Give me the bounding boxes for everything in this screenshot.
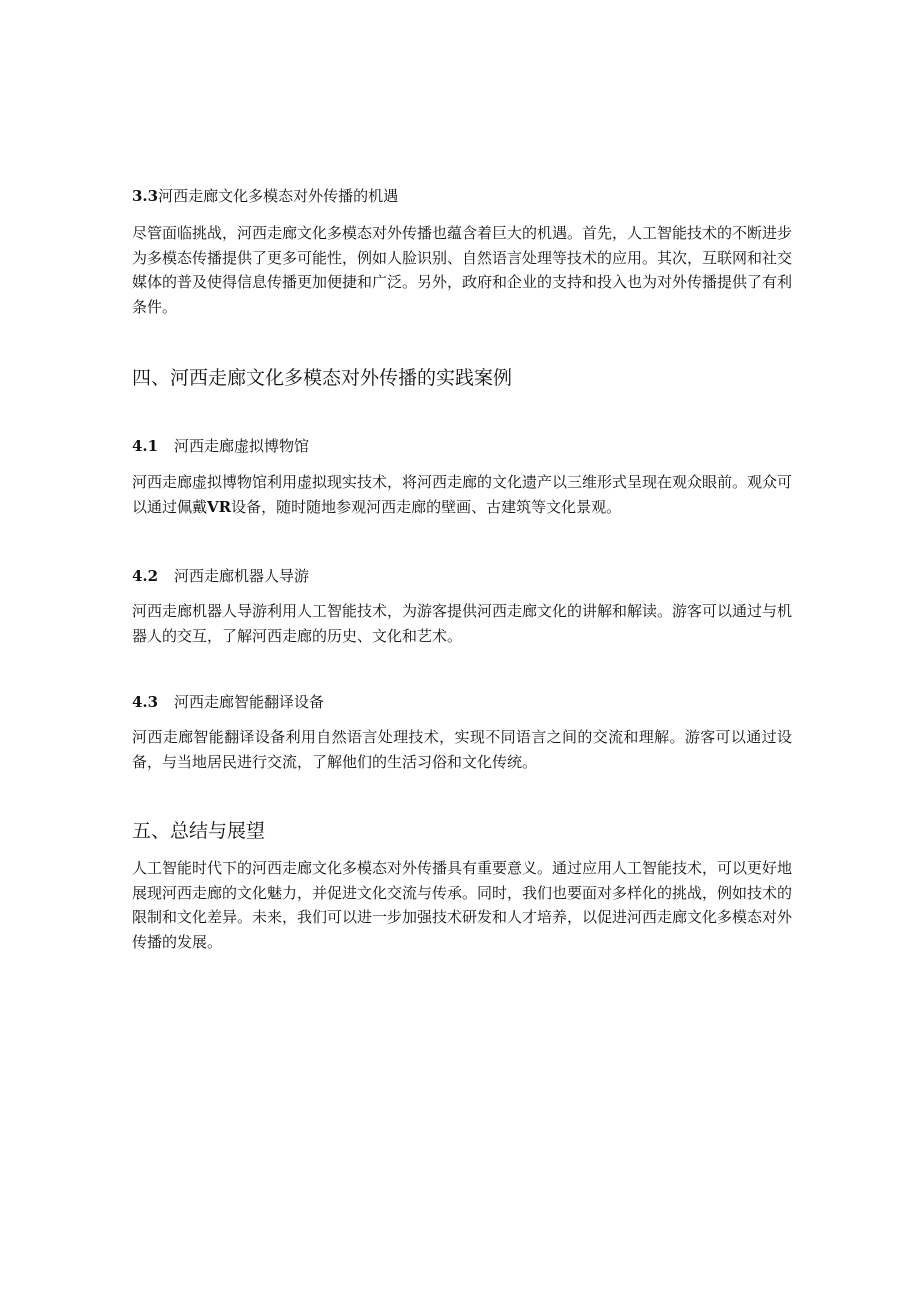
section-4-1-body (132, 470, 792, 519)
section-number: 4.2 (132, 567, 159, 585)
chapter-5-heading: 五、总结与展望 (132, 820, 266, 842)
section-4-3-heading (132, 690, 792, 714)
section-3-3-heading (132, 184, 792, 208)
section-number: 4.1 (132, 437, 159, 455)
section-3-3-body: 尽管面临挑战，河西走廊文化多模态对外传播也蕴含着巨大的机遇。首先，人工智能技术的不断进步为多模态传播提供了更多可能性，例如人脸识别、自然语言处理等技术的应用。其次，互联网和社交媒体的普及使得信息传播更加便捷和广泛。另外，政府和企业的支持和投入也为对外传播提供了有利条件。 (132, 224, 793, 316)
section-title: 河西走廊智能翻译设备 (174, 693, 325, 711)
body-text: 河西走廊虚拟博物馆利用虚拟现实技术，将河西走廊的文化遗产以三维形式呈现在观众眼前。观众可以通过佩戴 (132, 473, 793, 516)
section-4-2-body: 河西走廊机器人导游利用人工智能技术，为游客提供河西走廊文化的讲解和解读。游客可以通过与机器人的交互，了解河西走廊的历史、文化和艺术。 (132, 602, 793, 645)
body-text-bold: VR (207, 497, 232, 516)
section-number: 4.3 (132, 693, 159, 711)
section-4-2-heading (132, 564, 792, 588)
chapter-4-heading: 四、河西走廊文化多模态对外传播的实践案例 (132, 367, 513, 389)
section-title: 河西走廊文化多模态对外传播的机遇 (158, 187, 399, 205)
section-4-3-body: 河西走廊智能翻译设备利用自然语言处理技术，实现不同语言之间的交流和理解。游客可以通过设备，与当地居民进行交流，了解他们的生活习俗和文化传统。 (132, 728, 792, 771)
section-title: 河西走廊虚拟博物馆 (174, 437, 310, 455)
section-title: 河西走廊机器人导游 (174, 567, 310, 585)
section-4-1-heading (132, 434, 792, 458)
body-text: 设备，随时随地参观河西走廊的壁画、古建筑等文化景观。 (231, 497, 622, 516)
chapter-5-body: 人工智能时代下的河西走廊文化多模态对外传播具有重要意义。通过应用人工智能技术，可以更好地展现河西走廊的文化魅力，并促进文化交流与传承。同时，我们也要面对多样化的挑战，例如技术的限制和文化差异。未来，我们可以进一步加强技术研发和人才培养，以促进河西走廊文化多模态对外传播的发展。 (132, 859, 793, 951)
section-number: 3.3 (132, 187, 159, 205)
